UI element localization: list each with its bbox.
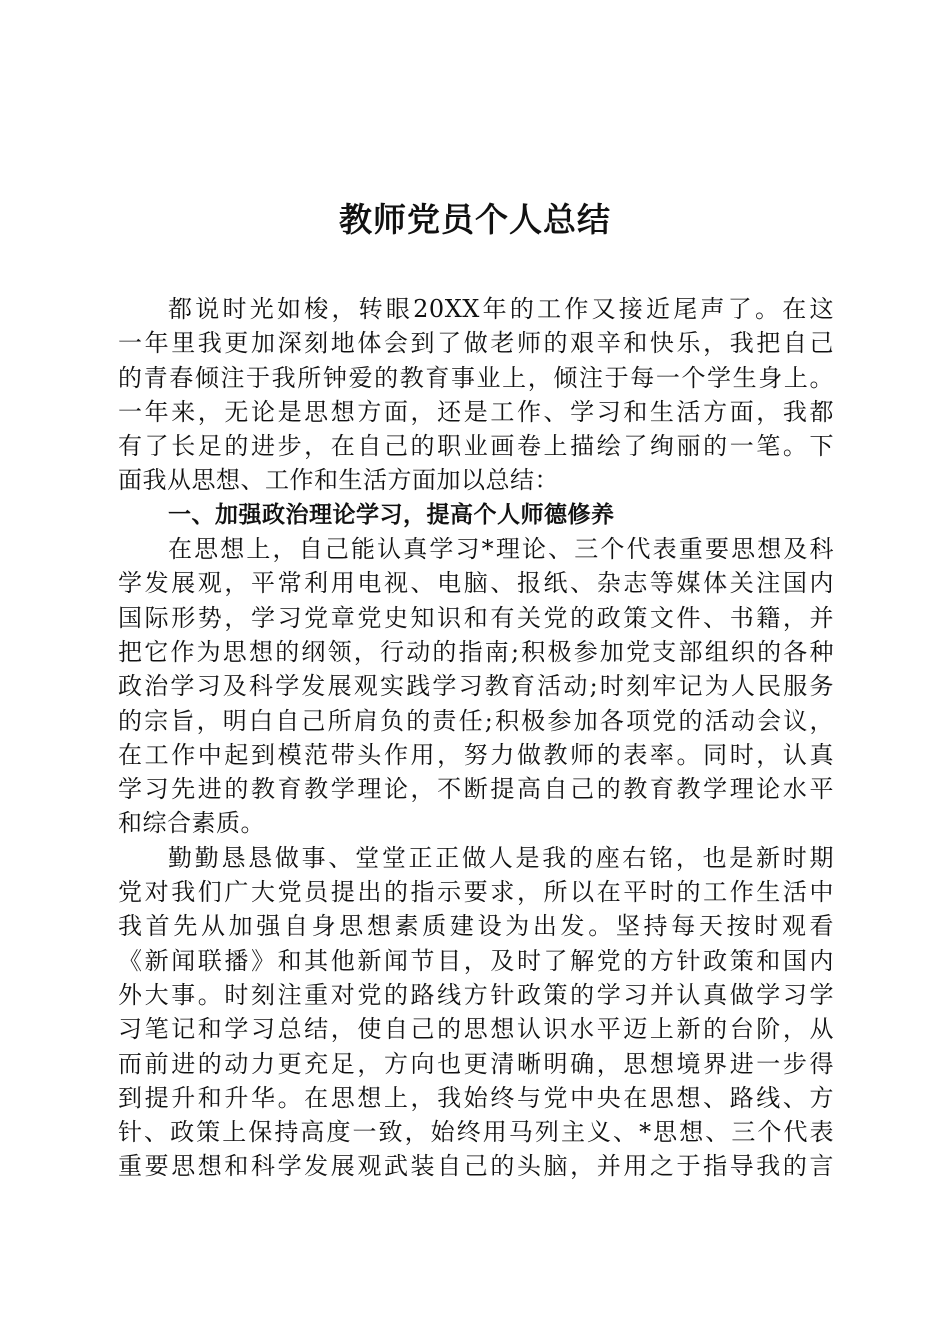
document-body bbox=[118, 292, 834, 1184]
document-title: 教师党员个人总结 bbox=[339, 200, 611, 239]
text-line: 的宗旨，明白自己所肩负的责任;积极参加各项党的活动会议， bbox=[118, 706, 834, 735]
text-line: 面我从思想、工作和生活方面加以总结： bbox=[118, 466, 559, 495]
text-line: 而前进的动力更充足，方向也更清晰明确，思想境界进一步得 bbox=[118, 1049, 834, 1078]
text-line: 在思想上，自己能认真学习*理论、三个代表重要思想及科 bbox=[168, 535, 834, 564]
text-line: 都说时光如梭，转眼20XX年的工作又接近尾声了。在这 bbox=[168, 295, 834, 323]
text-line: 有了长足的进步，在自己的职业画卷上描绘了绚丽的一笔。下 bbox=[118, 432, 834, 461]
text-line: 和综合素质。 bbox=[118, 809, 265, 838]
text-line: 学习先进的教育教学理论，不断提高自己的教育教学理论水平 bbox=[118, 775, 834, 804]
section-heading: 一、加强政治理论学习，提高个人师德修养 bbox=[168, 501, 615, 528]
text-line: 在工作中起到模范带头作用，努力做教师的表率。同时，认真 bbox=[118, 740, 834, 769]
text-line: 外大事。时刻注重对党的路线方针政策的学习并认真做学习学 bbox=[118, 980, 834, 1009]
text-line: 《新闻联播》和其他新闻节目，及时了解党的方针政策和国内 bbox=[118, 946, 834, 975]
text-line: 学发展观，平常利用电视、电脑、报纸、杂志等媒体关注国内 bbox=[118, 569, 834, 598]
text-line: 针、政策上保持高度一致，始终用马列主义、*思想、三个代表 bbox=[118, 1118, 834, 1147]
text-line: 把它作为思想的纲领，行动的指南;积极参加党支部组织的各种 bbox=[118, 637, 834, 666]
text-line: 一年来，无论是思想方面，还是工作、学习和生活方面，我都 bbox=[118, 397, 834, 426]
text-line: 到提升和升华。在思想上，我始终与党中央在思想、路线、方 bbox=[118, 1083, 834, 1112]
text-line: 我首先从加强自身思想素质建设为出发。坚持每天按时观看 bbox=[118, 912, 834, 941]
text-line: 习笔记和学习总结，使自己的思想认识水平迈上新的台阶，从 bbox=[118, 1015, 834, 1044]
text-line: 勤勤恳恳做事、堂堂正正做人是我的座右铭，也是新时期 bbox=[168, 843, 834, 872]
text-line: 党对我们广大党员提出的指示要求，所以在平时的工作生活中 bbox=[118, 878, 834, 907]
text-line: 国际形势，学习党章党史知识和有关党的政策文件、书籍，并 bbox=[118, 603, 834, 632]
text-line: 一年里我更加深刻地体会到了做老师的艰辛和快乐，我把自己 bbox=[118, 329, 834, 358]
text-line: 的青春倾注于我所钟爱的教育事业上，倾注于每一个学生身上。 bbox=[118, 363, 834, 392]
text-line: 政治学习及科学发展观实践学习教育活动;时刻牢记为人民服务 bbox=[118, 672, 834, 701]
text-line: 重要思想和科学发展观武装自己的头脑，并用之于指导我的言 bbox=[118, 1152, 834, 1181]
